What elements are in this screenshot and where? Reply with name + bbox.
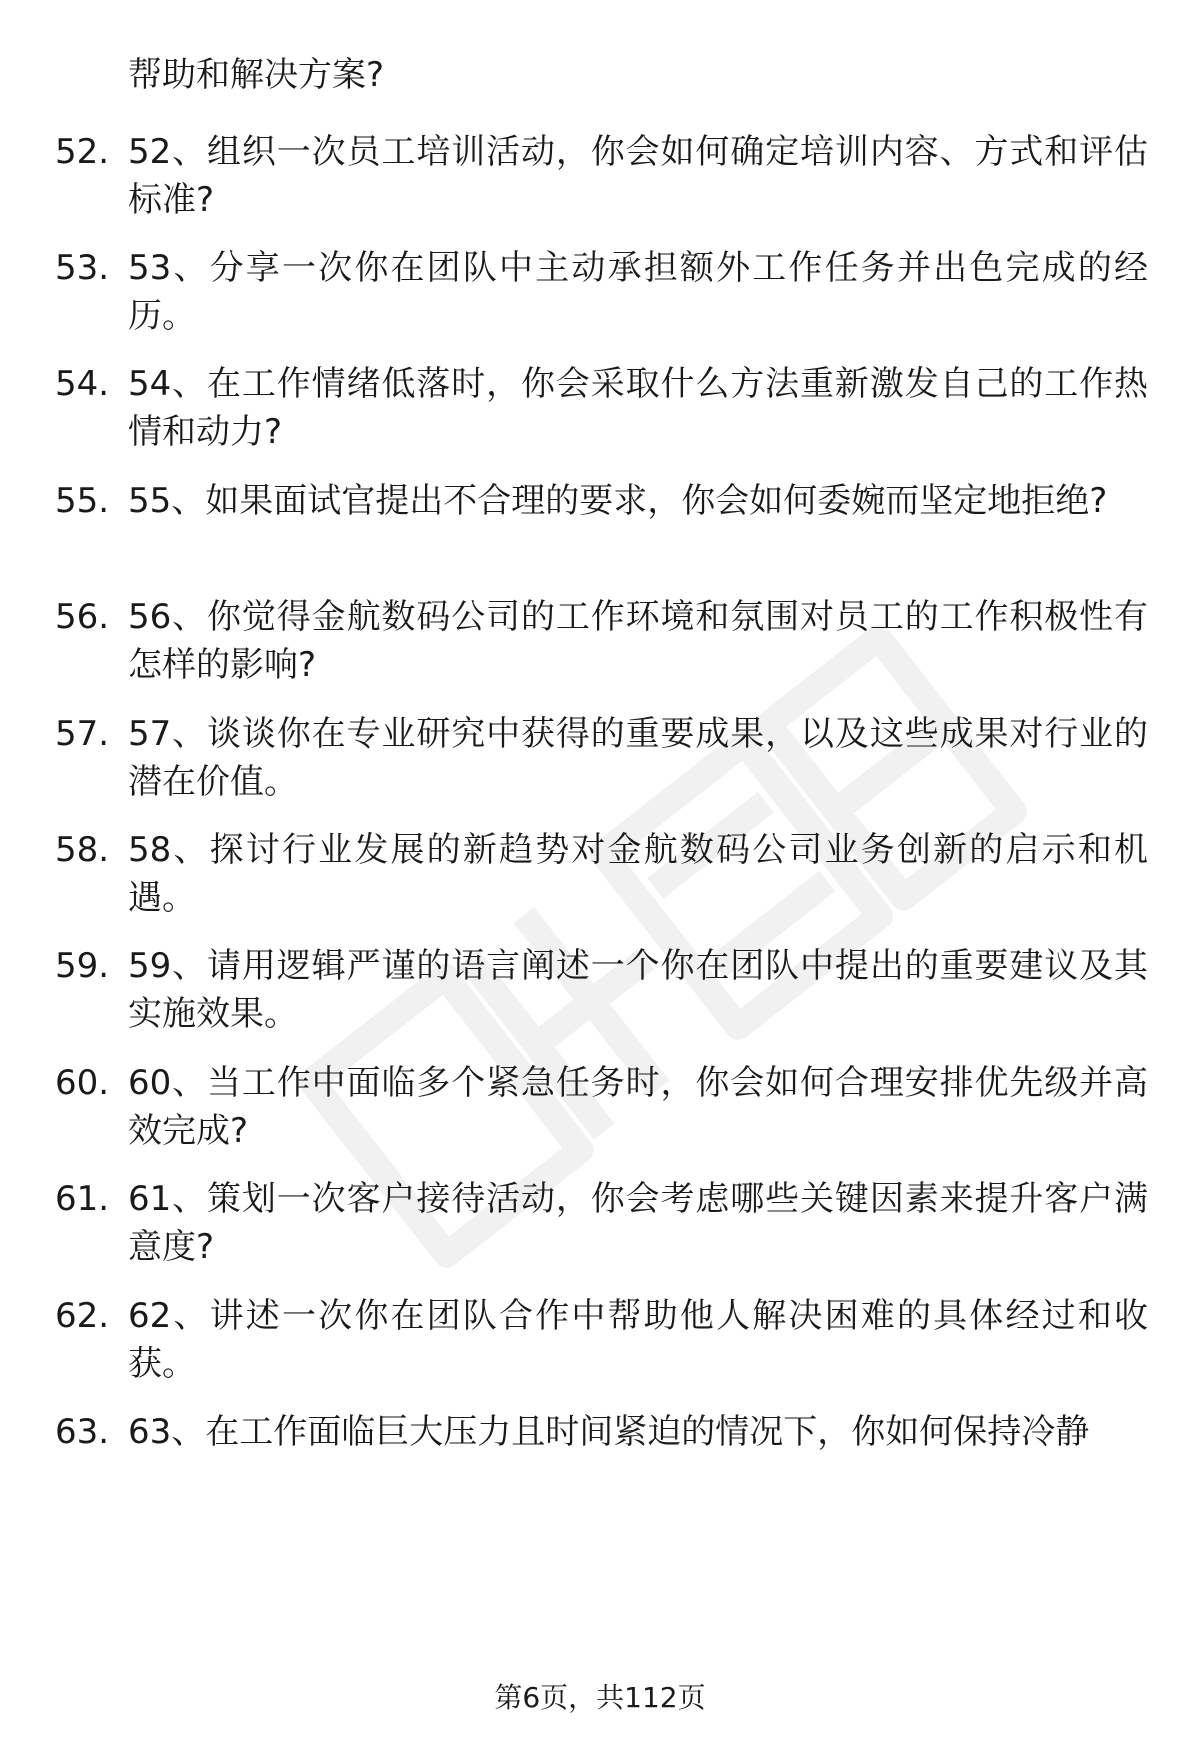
list-item [0,128,1200,228]
question-text: 62、讲述一次你在团队合作中帮助他人解决困难的具体经过和收获。 [128,1296,1148,1384]
list-item [0,1408,1200,1508]
list-item [0,244,1200,344]
list-number: 52. [55,132,110,172]
list-number: 60. [55,1063,110,1103]
list-number: 61. [55,1179,110,1219]
list-number: 63. [55,1412,110,1452]
list-number: 62. [55,1296,110,1336]
list-number: 55. [55,481,110,521]
list-item [0,710,1200,810]
list-number: 54. [55,364,110,404]
list-item [0,826,1200,926]
list-item [0,1059,1200,1159]
list-number: 59. [55,946,110,986]
question-text: 61、策划一次客户接待活动，你会考虑哪些关键因素来提升客户满意度? [128,1179,1148,1267]
list-number: 53. [55,248,110,288]
list-number: 58. [55,830,110,870]
page-footer: 第6页，共112页 [494,1681,706,1714]
list-item [0,1175,1200,1275]
question-text: 58、探讨行业发展的新趋势对金航数码公司业务创新的启示和机遇。 [128,830,1148,918]
list-item [0,1524,1200,1624]
list-item [0,477,1200,577]
list-item [0,1292,1200,1392]
question-text: 57、谈谈你在专业研究中获得的重要成果，以及这些成果对行业的潜在价值。 [128,714,1148,802]
question-text: 53、分享一次你在团队中主动承担额外工作任务并出色完成的经历。 [128,248,1148,336]
list-item [0,593,1200,693]
question-text: 60、当工作中面临多个紧急任务时，你会如何合理安排优先级并高效完成? [128,1063,1148,1151]
question-text: 52、组织一次员工培训活动，你会如何确定培训内容、方式和评估标准? [128,132,1148,220]
question-text: 56、你觉得金航数码公司的工作环境和氛围对员工的工作积极性有怎样的影响? [128,597,1148,685]
list-item [0,360,1200,460]
list-number: 56. [55,597,110,637]
question-text: 54、在工作情绪低落时，你会采取什么方法重新激发自己的工作热情和动力? [128,364,1148,452]
list-number: 57. [55,714,110,754]
question-text: 55、如果面试官提出不合理的要求，你会如何委婉而坚定地拒绝? [128,481,1108,521]
question-text: 63、在工作面临巨大压力且时间紧迫的情况下，你如何保持冷静 [128,1412,1090,1452]
continued-question-text: 帮助和解决方案? [128,55,385,95]
question-text: 59、请用逻辑严谨的语言阐述一个你在团队中提出的重要建议及其实施效果。 [128,946,1148,1034]
list-item [0,942,1200,1042]
